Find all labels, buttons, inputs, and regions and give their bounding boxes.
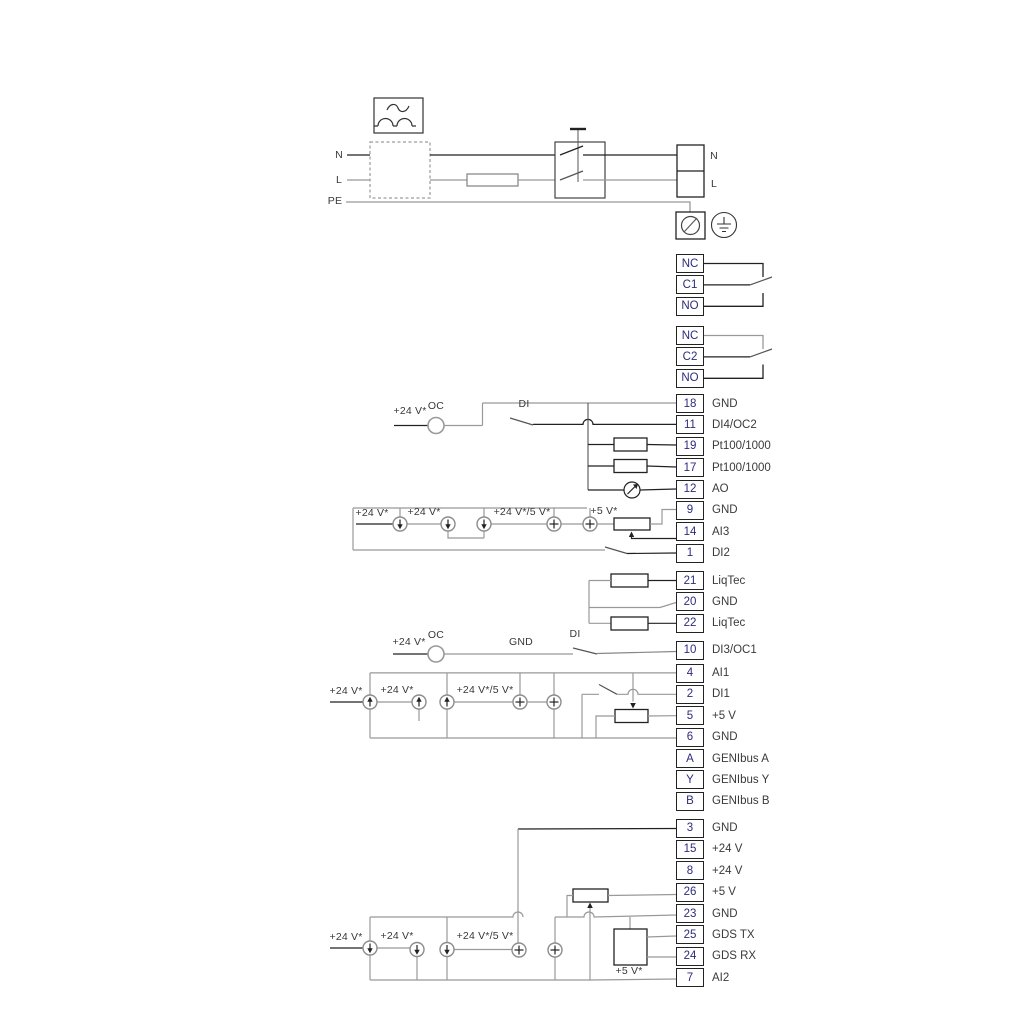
terminal-row: [676, 614, 746, 633]
terminal-row: [676, 254, 704, 273]
terminal-label: Pt100/1000: [712, 440, 771, 453]
terminal-number: NC: [676, 326, 704, 345]
terminal-label: DI1: [712, 688, 730, 701]
supply-input-wires: [347, 142, 560, 198]
terminal-row: [676, 501, 738, 520]
terminal-row: [676, 297, 704, 316]
terminal-label: LiqTec: [712, 574, 746, 587]
terminal-strip-liqtec: [676, 571, 746, 635]
terminal-label: GENIbus B: [712, 795, 770, 808]
terminal-number: 12: [676, 480, 704, 499]
terminal-number: NC: [676, 254, 704, 273]
terminal-number: 22: [676, 614, 704, 633]
ai3-potentiometer: [614, 518, 650, 530]
terminal-label: AI1: [712, 667, 730, 679]
terminal-number: NO: [676, 369, 704, 388]
terminal-strip-di3: [676, 641, 757, 662]
label-ai2-24v-1: +24 V*: [329, 931, 363, 943]
terminal-row: [676, 458, 771, 477]
label-di3-gnd: GND: [509, 636, 533, 648]
relay1-terminal-strip: [676, 254, 704, 318]
di4-switch: [510, 418, 533, 425]
pe-terminal-symbol: [676, 212, 705, 239]
terminal-label: GDS TX: [712, 928, 755, 941]
label-ai2-24v-2: +24 V*: [380, 930, 414, 942]
terminal-row: [676, 347, 704, 366]
terminal-number: 10: [676, 641, 704, 660]
pt100-resistor-1: [614, 438, 647, 451]
di2-switch: [605, 547, 627, 554]
liqtec-sensor-2: [611, 617, 648, 630]
terminal-number: 26: [676, 883, 704, 902]
terminal-label: GDS RX: [712, 950, 757, 963]
label-di4-24v: +24 V*: [393, 405, 427, 417]
terminal-label: LiqTec: [712, 617, 746, 630]
terminal-row: [676, 571, 746, 590]
terminal-row: [676, 904, 738, 923]
label-l-in: L: [335, 174, 343, 186]
label-ai3-24v5v: +24 V*/5 V*: [493, 506, 551, 518]
terminal-row: [676, 480, 729, 499]
terminal-label: Pt100/1000: [712, 461, 771, 474]
terminal-row: [676, 394, 738, 413]
terminal-number: 7: [676, 968, 704, 987]
terminal-label: GND: [712, 822, 738, 834]
label-ai2-5v: +5 V*: [615, 965, 643, 977]
terminal-label: GND: [712, 907, 738, 920]
terminal-row: [676, 685, 730, 704]
terminal-label: AI2: [712, 971, 730, 984]
terminal-number: 11: [676, 415, 704, 434]
label-ai3-24v-2: +24 V*: [407, 506, 441, 518]
di3-switch: [573, 648, 597, 654]
terminal-row: [676, 749, 769, 768]
terminal-row: [676, 369, 704, 388]
terminal-number: A: [676, 749, 704, 768]
label-n-in: N: [335, 149, 343, 161]
terminal-number: 25: [676, 925, 704, 944]
terminal-label: GENIbus Y: [712, 773, 770, 786]
di3-circuit: [393, 646, 676, 662]
di1-switch: [599, 685, 617, 695]
terminal-label: +24 V: [712, 843, 743, 856]
pt100-resistor-2: [614, 460, 647, 473]
terminal-number: C1: [676, 275, 704, 294]
terminal-row: [676, 544, 730, 563]
liqtec-sensor-1: [611, 574, 648, 587]
terminal-number: 2: [676, 685, 704, 704]
terminal-number: 21: [676, 571, 704, 590]
terminal-row: [676, 415, 757, 434]
terminal-number: 3: [676, 819, 704, 838]
terminal-label: DI3/OC1: [712, 644, 757, 656]
pe-wire: [346, 202, 690, 212]
ai1-circuit: [330, 673, 676, 738]
terminal-row: [676, 883, 736, 902]
label-ai3-24v-1: +24 V*: [355, 507, 389, 519]
label-ai2-24v5v: +24 V*/5 V*: [456, 930, 514, 942]
terminal-number: 19: [676, 437, 704, 456]
terminal-row: [676, 947, 757, 966]
label-ai3-5v: +5 V*: [590, 505, 618, 517]
mains-filter-symbol: [374, 98, 423, 133]
terminal-strip-io2: [676, 664, 770, 814]
label-ai1-24v-1: +24 V*: [329, 685, 363, 697]
terminal-number: 9: [676, 501, 704, 520]
terminal-label: AO: [712, 483, 729, 496]
terminal-number: 5: [676, 706, 704, 725]
fuse-symbol: [467, 174, 518, 186]
terminal-number: 4: [676, 664, 704, 683]
ai1-potentiometer: [615, 710, 648, 723]
supply-output-terminal: [677, 145, 704, 197]
terminal-number: 1: [676, 544, 704, 563]
terminal-row: [676, 641, 757, 660]
label-pe-in: PE: [327, 195, 343, 207]
terminal-number: 8: [676, 861, 704, 880]
gds-sensor-box: [614, 929, 647, 965]
pt100-ao-circuit: [588, 403, 676, 498]
terminal-strip-io1: [676, 394, 771, 565]
terminal-row: [676, 326, 704, 345]
label-di4-di: DI: [518, 398, 530, 410]
terminal-label: GND: [712, 397, 738, 410]
terminal-row: [676, 728, 738, 747]
label-ai1-24v-2: +24 V*: [380, 684, 414, 696]
terminal-number: 14: [676, 522, 704, 541]
earth-ground-icon: [712, 213, 737, 238]
label-ai1-24v5v: +24 V*/5 V*: [456, 684, 514, 696]
terminal-number: C2: [676, 347, 704, 366]
label-l-out: L: [710, 178, 718, 190]
terminal-row: [676, 819, 738, 838]
terminal-row: [676, 522, 730, 541]
label-n-out: N: [710, 150, 718, 162]
label-di3-24v: +24 V*: [392, 636, 426, 648]
terminal-row: [676, 861, 743, 880]
terminal-row: [676, 592, 738, 611]
terminal-row: [676, 275, 704, 294]
open-collector-symbol: [428, 646, 444, 662]
terminal-number: 6: [676, 728, 704, 747]
terminal-label: DI4/OC2: [712, 418, 757, 431]
terminal-row: [676, 925, 755, 944]
terminal-row: [676, 792, 770, 811]
label-di3-oc: OC: [427, 629, 445, 641]
terminal-number: Y: [676, 770, 704, 789]
terminal-label: +5 V: [712, 886, 736, 899]
relay2-terminal-strip: [676, 326, 704, 390]
terminal-number: 17: [676, 458, 704, 477]
label-di3-di: DI: [569, 628, 581, 640]
terminal-label: DI2: [712, 547, 730, 560]
terminal-label: GND: [712, 731, 738, 744]
main-switch: [555, 129, 677, 198]
liqtec-circuit: [589, 574, 676, 630]
relay1-contacts: [704, 264, 772, 307]
terminal-row: [676, 437, 771, 456]
power-module-box: [370, 142, 430, 198]
terminal-row: [676, 770, 770, 789]
ai2-potentiometer: [573, 889, 608, 902]
terminal-number: 23: [676, 904, 704, 923]
terminal-label: AI3: [712, 525, 730, 538]
terminal-row: [676, 664, 730, 683]
terminal-strip-io3: [676, 819, 757, 990]
terminal-number: 24: [676, 947, 704, 966]
relay2-contacts: [704, 336, 772, 379]
terminal-label: GENIbus A: [712, 752, 769, 765]
terminal-number: 15: [676, 840, 704, 859]
terminal-label: GND: [712, 504, 738, 517]
terminal-number: B: [676, 792, 704, 811]
terminal-row: [676, 968, 730, 987]
terminal-number: 18: [676, 394, 704, 413]
terminal-number: NO: [676, 297, 704, 316]
terminal-number: 20: [676, 592, 704, 611]
label-di4-oc: OC: [427, 400, 445, 412]
terminal-row: [676, 706, 736, 725]
terminal-row: [676, 840, 743, 859]
open-collector-symbol: [428, 418, 444, 434]
ai2-gds-circuit: [330, 829, 676, 981]
terminal-label: +5 V: [712, 709, 736, 722]
terminal-label: +24 V: [712, 864, 743, 877]
terminal-label: GND: [712, 595, 738, 608]
